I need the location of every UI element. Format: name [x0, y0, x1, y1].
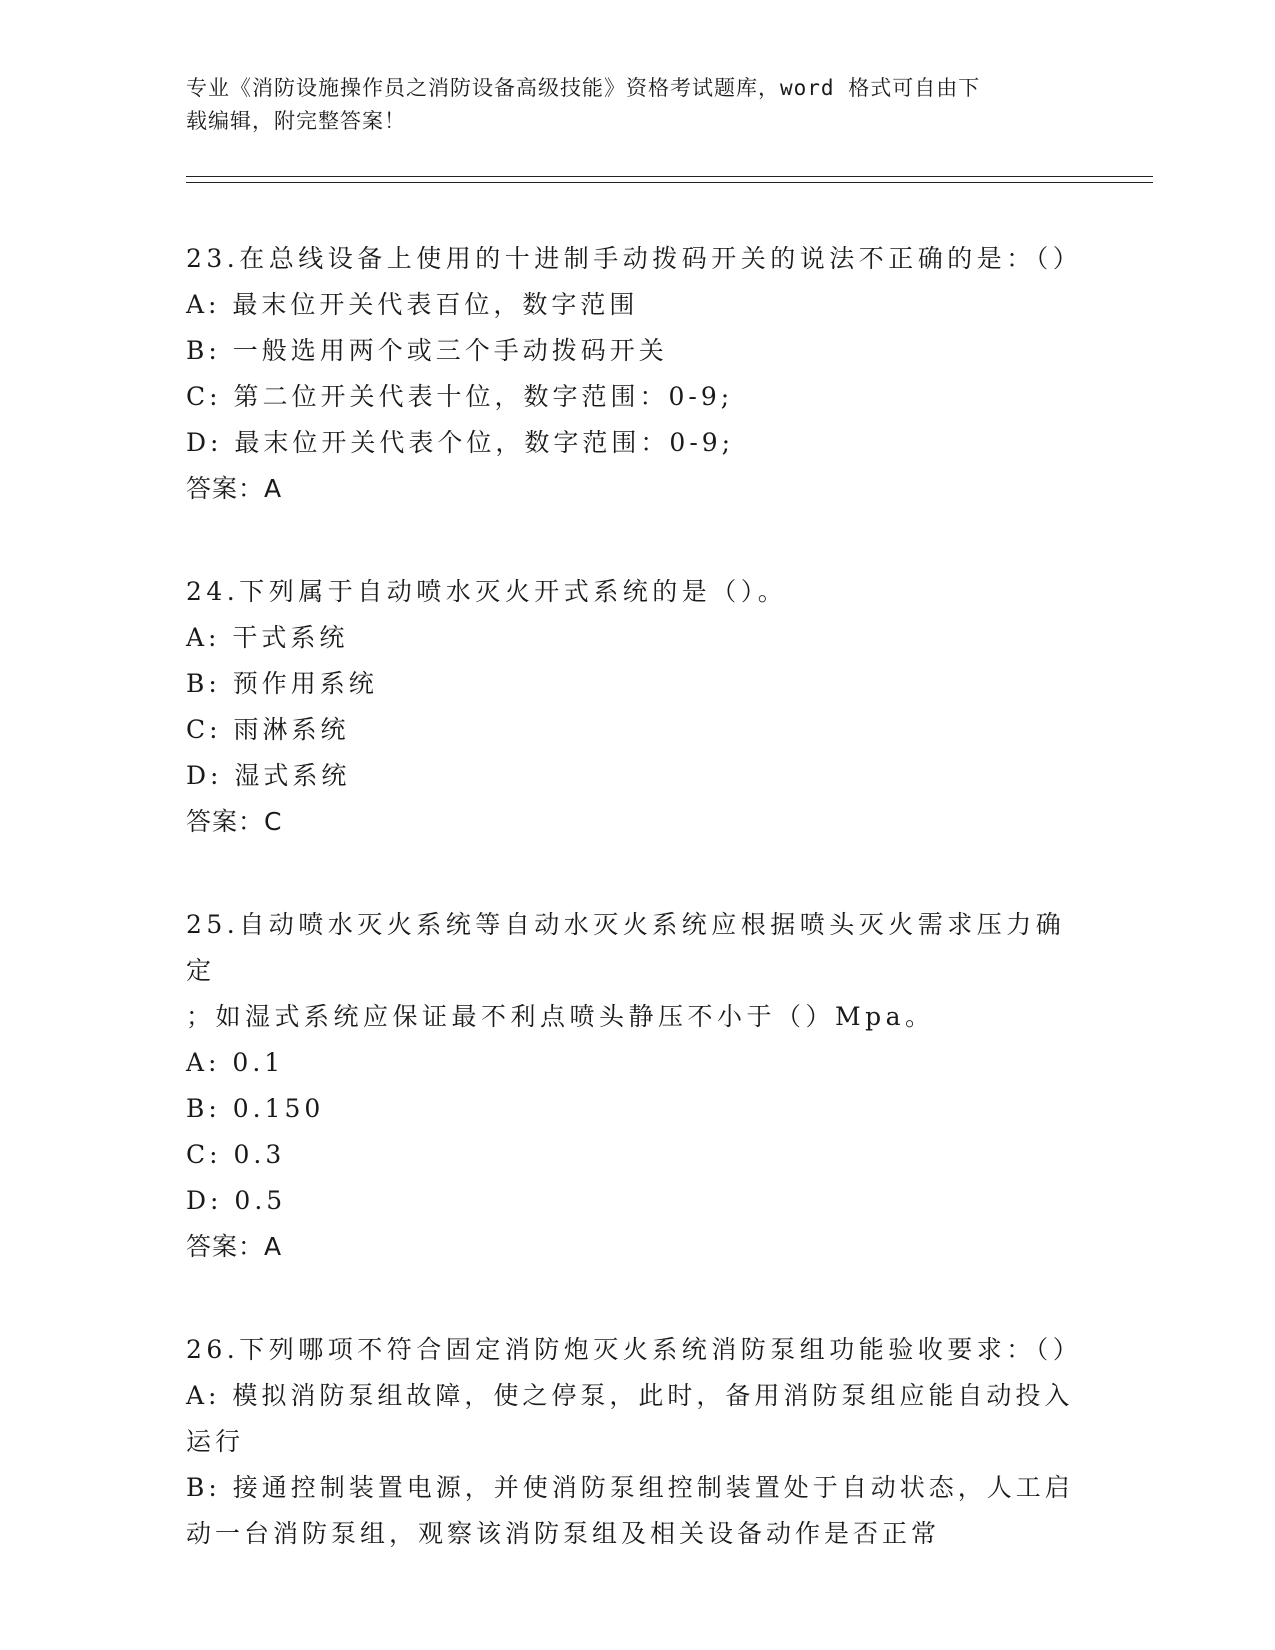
option-c: C: 0.3: [186, 1140, 286, 1169]
question-23: [186, 236, 1086, 512]
option-c: C: 第二位开关代表十位，数字范围：0-9;: [186, 382, 734, 411]
option-a: A: 模拟消防泵组故障，使之停泵，此时，备用消防泵组应能自动投入: [186, 1381, 1074, 1410]
question-26: [186, 1327, 1086, 1557]
document-header: [186, 72, 1066, 138]
option-b: B: 接通控制装置电源，并使消防泵组控制装置处于自动状态，人工启: [186, 1473, 1074, 1502]
option-a: A: 干式系统: [186, 623, 349, 652]
option-d: D: 最末位开关代表个位，数字范围：0-9;: [186, 428, 735, 457]
header-line-1: 专业《消防设施操作员之消防设备高级技能》资格考试题库，word 格式可自由下: [186, 76, 981, 100]
header-divider-top: [186, 176, 1153, 177]
question-list: [186, 236, 1086, 1614]
option-b: B: 预作用系统: [186, 669, 378, 698]
question-stem: 24.下列属于自动喷水灭火开式系统的是（）。: [186, 577, 788, 606]
option-b-continued: 动一台消防泵组，观察该消防泵组及相关设备动作是否正常: [186, 1519, 941, 1548]
answer-line: 答案：A: [186, 1232, 283, 1261]
option-c: C: 雨淋系统: [186, 715, 350, 744]
question-24: [186, 569, 1086, 845]
option-d: D: 0.5: [186, 1186, 287, 1215]
option-d: D: 湿式系统: [186, 761, 351, 790]
option-b: B: 一般选用两个或三个手动拨码开关: [186, 336, 668, 365]
answer-line: 答案：A: [186, 474, 283, 503]
option-a-continued: 运行: [186, 1427, 245, 1456]
question-25: [186, 902, 1086, 1270]
header-divider-bottom: [186, 182, 1153, 183]
question-stem: 23.在总线设备上使用的十进制手动拨码开关的说法不正确的是：（）: [186, 244, 1083, 273]
option-a: A: 0.1: [186, 1048, 285, 1077]
question-stem: 25.自动喷水灭火系统等自动水灭火系统应根据喷头灭火需求压力确定: [186, 910, 1066, 985]
header-line-2: 载编辑，附完整答案！: [186, 109, 406, 133]
question-stem-continued: ；如湿式系统应保证最不利点喷头静压不小于（）Mpa。: [186, 1002, 935, 1031]
answer-line: 答案：C: [186, 807, 283, 836]
question-stem: 26.下列哪项不符合固定消防炮灭火系统消防泵组功能验收要求：（）: [186, 1335, 1083, 1364]
option-a: A: 最末位开关代表百位，数字范围: [186, 290, 639, 319]
option-b: B: 0.150: [186, 1094, 325, 1123]
